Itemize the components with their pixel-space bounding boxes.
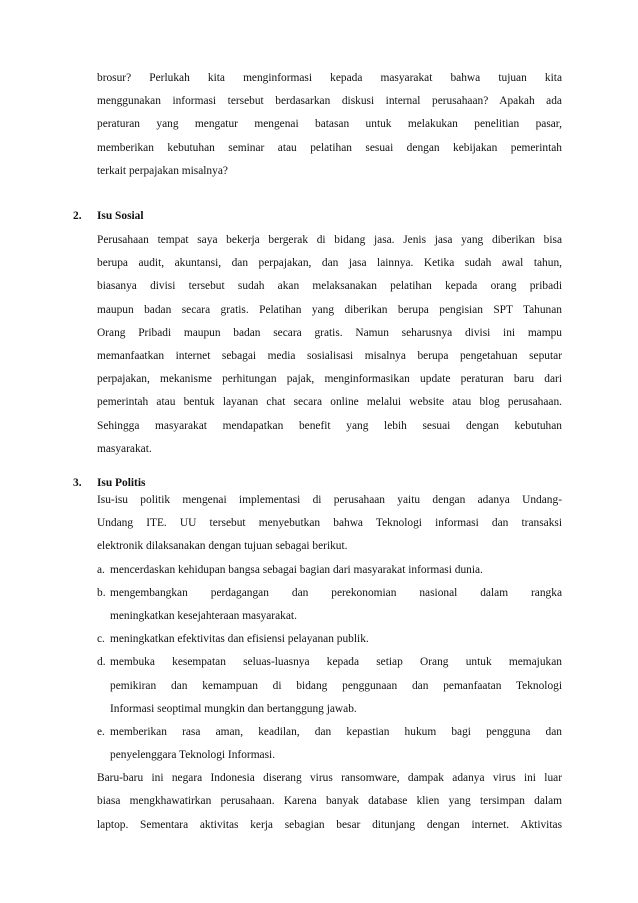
list-item	[97, 582, 562, 628]
list-item-label: d.	[97, 656, 106, 669]
text-line: Baru-baru ini negara Indonesia diserang virus ransomware, dampak adanya virus ini luar	[97, 772, 562, 785]
list-item-text: mengembangkan perdagangan dan perekonomian nasional dalam rangka	[110, 586, 562, 599]
section-number: 3.	[73, 477, 82, 489]
text-line: brosur? Perlukah kita menginformasi kepada masyarakat bahwa tujuan kita	[97, 72, 562, 84]
list-item-label: b.	[97, 586, 106, 599]
isu-politis-content	[97, 489, 562, 837]
text-line: masyarakat.	[97, 442, 152, 455]
text-line: memanfaatkan internet sebagai media sosialisasi misalnya berupa pengetahuan seputar	[97, 349, 562, 362]
text-line: laptop. Sementara aktivitas kerja sebagian besar ditunjang dengan internet. Aktivitas	[97, 818, 562, 831]
list-item	[97, 628, 562, 651]
list-item-text: penyelenggara Teknologi Informasi.	[110, 749, 276, 762]
section-number: 2.	[73, 210, 82, 222]
text-line: menggunakan informasi tersebut berdasarkan diskusi internal perusahaan? Apakah ada	[97, 95, 562, 108]
list-item	[97, 651, 562, 721]
list-item-text: meningkatkan efektivitas dan efisiensi pelayanan publik.	[110, 633, 369, 646]
text-line: biasa mengkhawatirkan perusahaan. Karena banyak database klien yang tersimpan dalam	[97, 795, 562, 808]
text-line: pemerintah atau bentuk layanan chat secara online melalui website atau blog perusahaan.	[97, 396, 562, 409]
text-line: biasanya divisi tersebut sudah akan melaksanakan pelatihan kepada orang pribadi	[97, 280, 562, 293]
list-item-text: meningkatkan kesejahteraan masyarakat.	[110, 609, 297, 622]
text-line: Isu-isu politik mengenai implementasi di perusahaan yaitu dengan adanya Undang-	[97, 494, 562, 506]
list-item-label: c.	[97, 633, 105, 646]
text-line: berupa audit, akuntansi, dan perpajakan, dan jasa lainnya. Ketika sudah awal tahun,	[97, 257, 562, 270]
isu-sosial-paragraph	[97, 229, 562, 461]
list-item-label: a.	[97, 563, 105, 576]
text-line: Orang Pribadi maupun badan secara gratis. Namun seharusnya divisi ini mampu	[97, 326, 562, 339]
list-item-text: membuka kesempatan seluas-luasnya kepada setiap Orang untuk memajukan	[110, 656, 562, 669]
list-item-text: Informasi seoptimal mungkin dan bertanggung jawab.	[110, 702, 357, 715]
text-line: memberikan kebutuhan seminar atau pelatihan sesuai dengan kebijakan pemerintah	[97, 141, 562, 154]
text-line: Sehingga masyarakat mendapatkan benefit yang lebih sesuai dengan kebutuhan	[97, 419, 562, 432]
list-item-text: pemikiran dan kemampuan di bidang penggunaan dan pemanfaatan Teknologi	[110, 679, 562, 692]
list-item-text: mencerdaskan kehidupan bangsa sebagai bagian dari masyarakat informasi dunia.	[110, 563, 483, 576]
section-heading-isu-sosial	[73, 205, 562, 228]
text-line: peraturan yang mengatur mengenai batasan untuk melakukan penelitian pasar,	[97, 118, 562, 131]
intro-paragraph	[97, 67, 562, 183]
text-line: Undang ITE. UU tersebut menyebutkan bahwa Teknologi informasi dan transaksi	[97, 517, 562, 530]
text-line: maupun badan secara gratis. Pelatihan yang diberikan berupa pengisian SPT Tahunan	[97, 303, 562, 316]
section-title: Isu Sosial	[97, 210, 144, 222]
text-line: perpajakan, mekanisme perhitungan pajak, menginformasikan update peraturan baru dari	[97, 373, 562, 386]
list-item-label: e.	[97, 725, 105, 738]
list-item	[97, 721, 562, 767]
text-line: terkait perpajakan misalnya?	[97, 164, 228, 177]
text-line: elektronik dilaksanakan dengan tujuan sebagai berikut.	[97, 540, 348, 553]
list-item	[97, 559, 562, 582]
text-line: Perusahaan tempat saya bekerja bergerak di bidang jasa. Jenis jasa yang diberikan bisa	[97, 234, 562, 246]
list-item-text: memberikan rasa aman, keadilan, dan kepastian hukum bagi pengguna dan	[110, 725, 562, 738]
section-title: Isu Politis	[97, 477, 146, 489]
